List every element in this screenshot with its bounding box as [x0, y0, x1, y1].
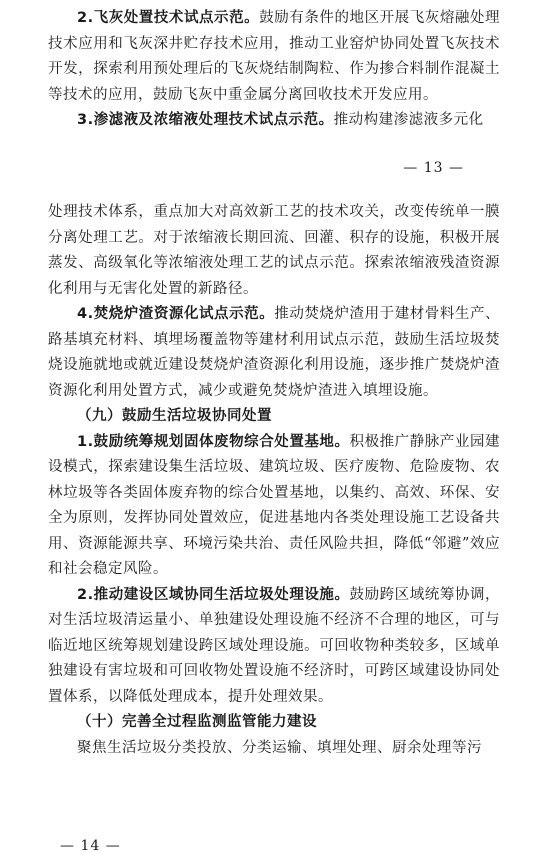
paragraph-slag: [48, 302, 500, 404]
section-heading-10: （十）完善全过程监测监管能力建设: [77, 714, 317, 730]
paragraph-text: 推动焚烧炉渣用于建材骨料生产、路基填充材料、填埋场覆盖物等建材利用试点示范，鼓励生活垃圾焚烧设施就地或就近建设焚烧炉渣资源化利用设施，逐步推广焚烧炉渣资源化利用处置方式，减少或避免焚烧炉渣进入填埋设施。: [48, 306, 501, 399]
paragraph-continuation: 处理技术体系，重点加大对高效新工艺的技术攻关，改变传统单一膜分离处理工艺。对于浓缩液长期回流、回灌、积存的设施，积极开展蒸发、高级氧化等浓缩液处理工艺的试点示范。探索浓缩液残渣资源化利用与无害化处置的新路径。: [48, 204, 500, 297]
paragraph-lead: 1.鼓励统筹规划固体废物综合处置基地。: [77, 433, 350, 450]
page-14: [0, 196, 546, 866]
page-number: — 13 —: [403, 160, 464, 176]
paragraph-leachate: [48, 108, 500, 134]
paragraph-text: 推动构建渗滤液多元化: [333, 112, 484, 128]
paragraph-regional: [48, 583, 500, 711]
paragraph-monitoring: 聚焦生活垃圾分类投放、分类运输、填埋处理、厨余处理等污: [77, 739, 482, 756]
page-13-body: [48, 6, 500, 134]
page-13: [0, 0, 546, 190]
paragraph-text: 鼓励有条件的地区开展飞灰熔融处理技术应用和飞灰深井贮存技术应用，推动工业窑炉协同处置飞灰技术开发，探索利用预处理后的飞灰烧结制陶粒、作为掺合料制作混凝土等技术的应用，鼓励飞灰中重金属分离回收技术开发应用。: [48, 10, 500, 103]
paragraph-text: 积极推广静脉产业园建设模式，探索建设集生活垃圾、建筑垃圾、医疗废物、危险废物、农林垃圾等各类固体废弃物的综合处置基地，以集约、高效、环保、安全为原则，发挥协同处置效应，促进基地内各类处理设施工艺设备共用、资源能源共享、环境污染共治、责任风险共担，降低“邻避”效应和社会稳定风险。: [48, 433, 500, 577]
paragraph-lead: 3.渗滤液及浓缩液处理技术试点示范。: [77, 112, 334, 128]
section-heading-9: （九）鼓励生活垃圾协同处置: [77, 408, 272, 424]
page-14-body: [48, 200, 500, 761]
paragraph-text: 鼓励跨区域统筹协调，对生活垃圾清运量小、单独建设处理设施不经济不合理的地区，可与临近地区统筹规划建设跨区域处理设施。可回收物种类较多，区域单独建设有害垃圾和可回收物处置设施不经济时，可跨区域建设协同处置体系，以降低处理成本，提升处理效果。: [48, 586, 500, 705]
paragraph-lead: 2.推动建设区域协同生活垃圾处理设施。: [77, 586, 350, 603]
paragraph-base: [48, 430, 500, 583]
paragraph-fly-ash: [48, 6, 500, 108]
page-number: — 14 —: [60, 838, 121, 854]
paragraph-lead: 4.焚烧炉渣资源化试点示范。: [77, 306, 275, 322]
paragraph-lead: 2.飞灰处置技术试点示范。: [77, 10, 260, 26]
